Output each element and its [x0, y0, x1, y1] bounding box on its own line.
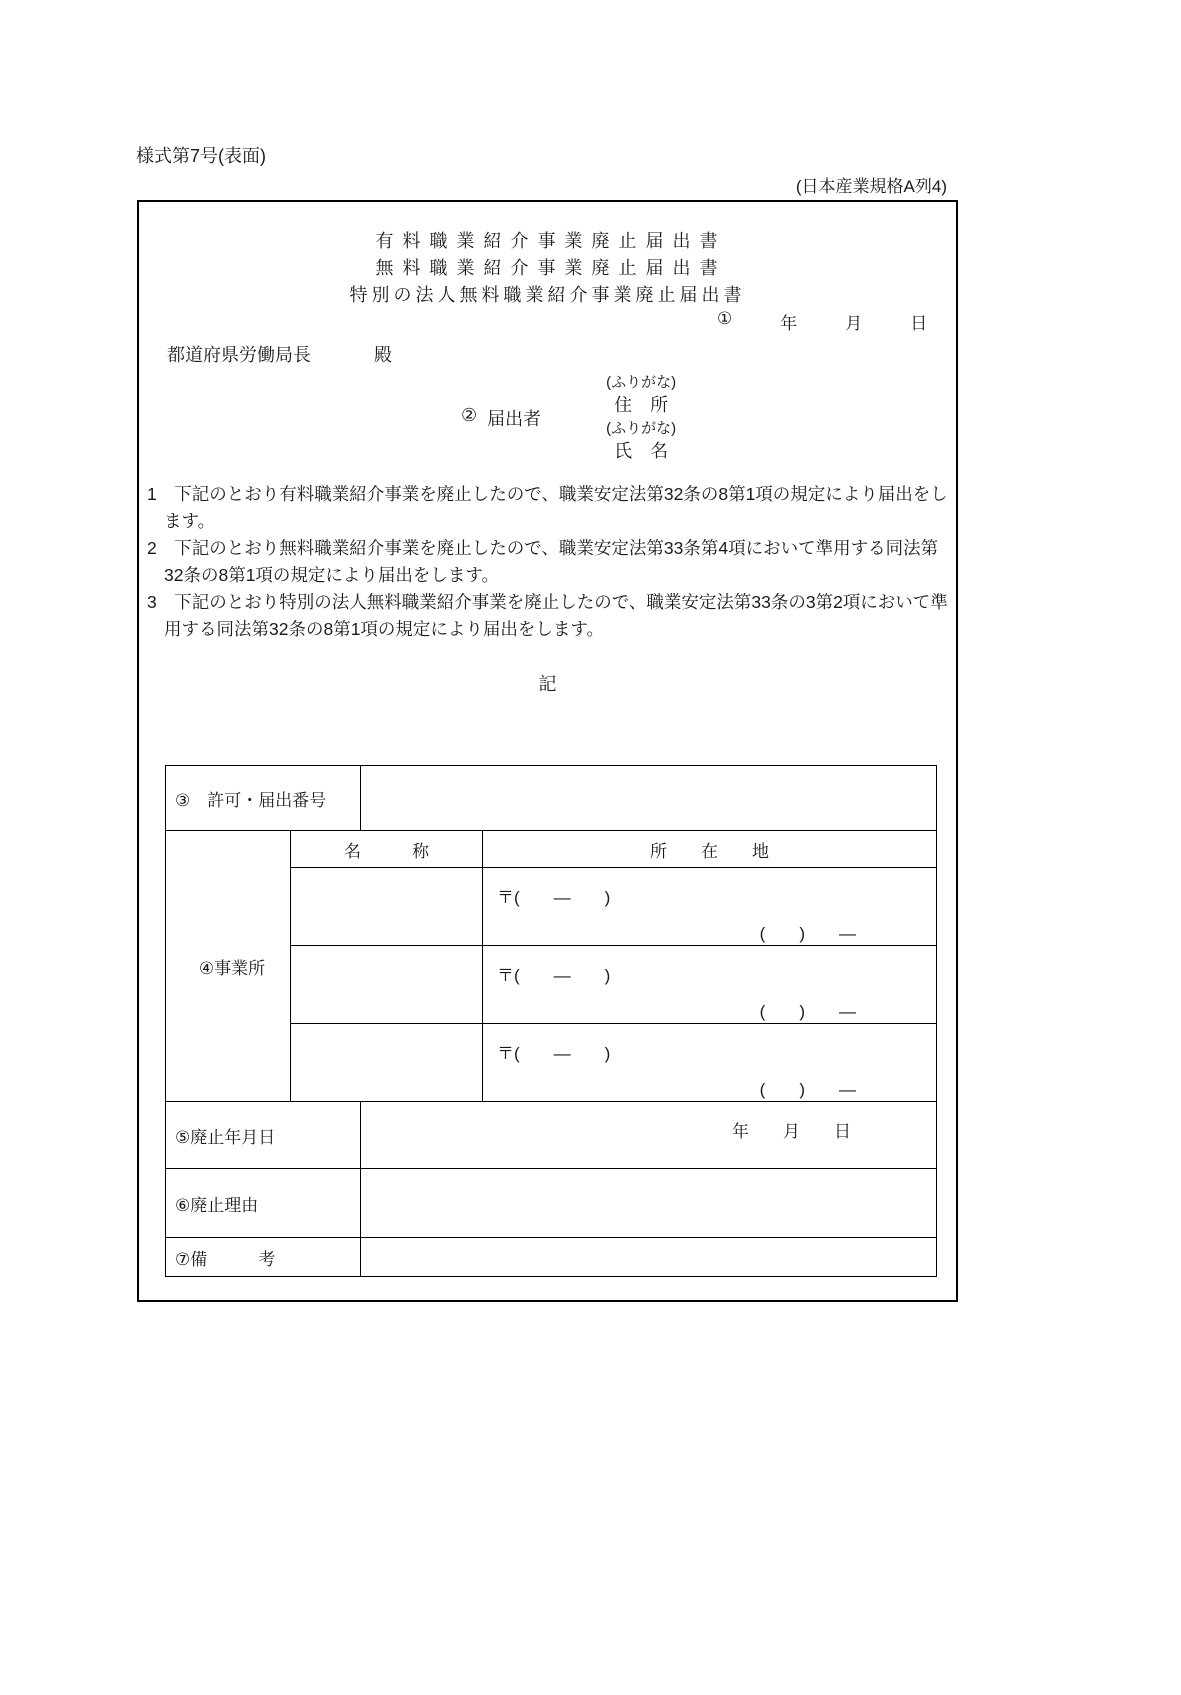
remarks-row	[166, 1238, 937, 1277]
abolition-reason-row	[166, 1169, 937, 1238]
address-label: 住 所	[614, 395, 669, 415]
office-section-label: ④事業所	[166, 831, 291, 1102]
form-titles	[139, 228, 956, 309]
addressee-title: 都道府県労働局長	[167, 345, 311, 365]
abolition-reason-input[interactable]	[361, 1169, 937, 1238]
title-paid-placement: 有 料 職 業 紹 介 事 業 廃 止 届 出 書	[375, 231, 720, 251]
remarks-label: ⑦備 考	[166, 1238, 361, 1277]
jis-standard-label: (日本産業規格A列4)	[795, 177, 947, 196]
phone-template-2: ( ) ―	[759, 1001, 856, 1021]
office-address-input-3[interactable]	[483, 1024, 937, 1102]
abolition-date-row	[166, 1102, 937, 1169]
date-line	[717, 309, 927, 334]
office-name-input-1[interactable]	[291, 868, 483, 946]
body-paragraphs	[147, 481, 949, 643]
office-name-input-3[interactable]	[291, 1024, 483, 1102]
applicant-block	[461, 372, 711, 464]
applicant-label-text: 届出者	[487, 409, 542, 429]
form-number-label: 様式第7号(表面)	[136, 146, 266, 166]
permit-number-label: ③ 許可・届出番号	[166, 766, 361, 831]
office-address-header: 所 在 地	[483, 831, 937, 868]
date-marker-circle1: ①	[717, 309, 733, 328]
ki-heading: 記	[538, 674, 557, 694]
postal-code-template-2: 〒( ― )	[497, 965, 611, 985]
name-furigana-label: (ふりがな)	[606, 420, 677, 437]
paragraph-2: 2 下記のとおり無料職業紹介事業を廃止したので、職業安定法第33条第4項において準用する同法第32条の8第1項の規定により届出をします。	[147, 538, 939, 585]
permit-number-row	[166, 766, 937, 831]
office-header-row	[166, 831, 937, 868]
date-year-label: 年	[780, 314, 798, 333]
addressee-honorific: 殿	[374, 345, 393, 365]
permit-number-input[interactable]	[361, 766, 937, 831]
form-border-box	[137, 200, 958, 1302]
details-table	[165, 765, 937, 1277]
postal-code-template-1: 〒( ― )	[497, 887, 611, 907]
office-name-header: 名 称	[291, 831, 483, 868]
remarks-input[interactable]	[361, 1238, 937, 1277]
applicant-marker-circle2: ②	[461, 405, 478, 425]
address-furigana-label: (ふりがな)	[606, 374, 677, 391]
title-special-corporation: 特別の法人無料職業紹介事業廃止届出書	[349, 285, 746, 305]
date-month-label: 月	[845, 314, 863, 333]
office-address-input-2[interactable]	[483, 946, 937, 1024]
abolition-date-input[interactable]: 年 月 日	[361, 1102, 937, 1169]
paragraph-1: 1 下記のとおり有料職業紹介事業を廃止したので、職業安定法第32条の8第1項の規定により届出をします。	[147, 484, 948, 531]
applicant-fields	[571, 372, 711, 464]
phone-template-1: ( ) ―	[759, 923, 856, 943]
title-free-placement: 無 料 職 業 紹 介 事 業 廃 止 届 出 書	[375, 258, 720, 278]
date-day-label: 日	[910, 314, 928, 333]
name-label: 氏 名	[614, 441, 669, 461]
abolition-date-label: ⑤廃止年月日	[166, 1102, 361, 1169]
applicant-label	[461, 405, 541, 431]
addressee-line	[167, 341, 392, 367]
phone-template-3: ( ) ―	[759, 1079, 856, 1099]
office-address-input-1[interactable]	[483, 868, 937, 946]
postal-code-template-3: 〒( ― )	[497, 1043, 611, 1063]
paragraph-3: 3 下記のとおり特別の法人無料職業紹介事業を廃止したので、職業安定法第33条の3第2項において準用する同法第32条の8第1項の規定により届出をします。	[147, 592, 948, 639]
office-name-input-2[interactable]	[291, 946, 483, 1024]
abolition-reason-label: ⑥廃止理由	[166, 1169, 361, 1238]
